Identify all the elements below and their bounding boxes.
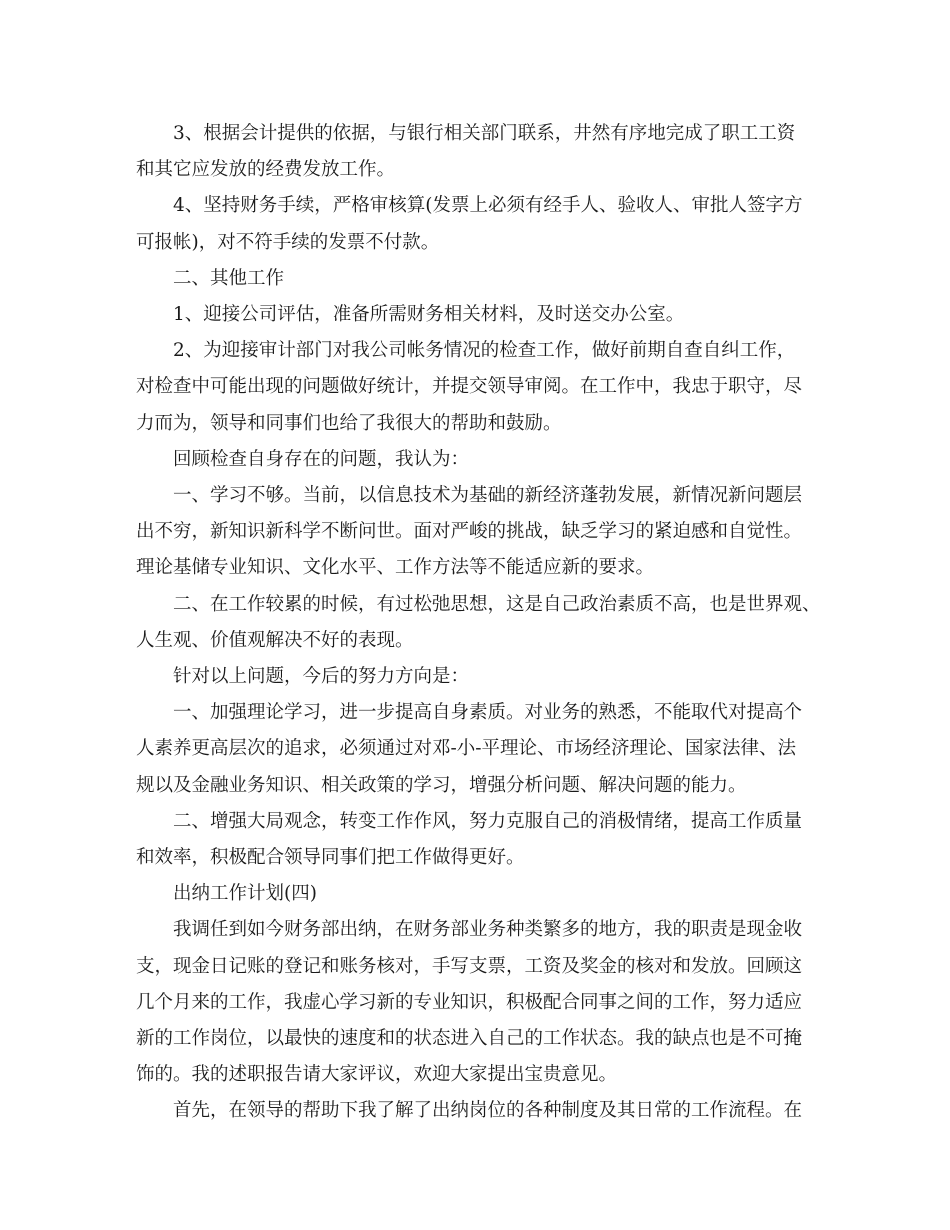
text-line: 2、为迎接审计部门对我公司帐务情况的检查工作，做好前期自查自纠工作， [173, 340, 796, 362]
text-line: 新的工作岗位，以最快的速度和的状态进入自己的工作状态。我的缺点也是不可掩 [136, 1028, 803, 1050]
text-line: 针对以上问题，今后的努力方向是： [173, 666, 470, 688]
text-line: 规以及金融业务知识、相关政策的学习，增强分析问题、解决问题的能力。 [136, 774, 747, 796]
text-line: 力而为，领导和同事们也给了我很大的帮助和鼓励。 [136, 412, 562, 434]
text-line: 出不穷，新知识新科学不断问世。面对严峻的挑战，缺乏学习的紧迫感和自觉性。 [136, 521, 803, 543]
text-line: 可报帐)，对不符手续的发票不付款。 [136, 231, 440, 253]
text-line: 饰的。我的述职报告请大家评议，欢迎大家提出宝贵意见。 [136, 1064, 618, 1086]
text-line: 一、学习不够。当前，以信息技术为基础的新经济蓬勃发展，新情况新问题层 [173, 485, 803, 507]
text-line: 二、增强大局观念，转变工作作风，努力克服自己的消极情绪，提高工作质量 [173, 810, 803, 832]
text-line: 4、坚持财务手续，严格审核算(发票上必须有经手人、验收人、审批人签字方 [173, 195, 803, 217]
document-body [136, 116, 826, 1130]
text-line: 和其它应发放的经费发放工作。 [136, 159, 396, 181]
text-line: 一、加强理论学习，进一步提高自身素质。对业务的熟悉，不能取代对提高个 [173, 702, 803, 724]
text-line: 回顾检查自身存在的问题，我认为： [173, 448, 470, 470]
text-line: 人生观、价值观解决不好的表现。 [136, 629, 414, 651]
text-line: 和效率，积极配合领导同事们把工作做得更好。 [136, 847, 525, 869]
text-line: 理论基储专业知识、文化水平、工作方法等不能适应新的要求。 [136, 557, 655, 579]
text-line: 对检查中可能出现的问题做好统计，并提交领导审阅。在工作中，我忠于职守，尽 [136, 376, 803, 398]
text-line: 3、根据会计提供的依据，与银行相关部门联系，井然有序地完成了职工工资 [173, 123, 796, 144]
text-line: 出纳工作计划(四) [173, 883, 317, 905]
text-line: 支，现金日记账的登记和账务核对，手写支票，工资及奖金的核对和发放。回顾这 [136, 955, 803, 977]
text-line: 二、其他工作 [173, 267, 285, 289]
text-line: 人素养更高层次的追求，必须通过对邓-小-平理论、市场经济理论、国家法律、法 [136, 738, 797, 760]
text-line: 首先，在领导的帮助下我了解了出纳岗位的各种制度及其日常的工作流程。在 [173, 1100, 803, 1122]
text-line: 1、迎接公司评估，准备所需财务相关材料，及时送交办公室。 [173, 304, 685, 326]
text-line: 二、在工作较累的时候，有过松弛思想，这是自己政治素质不高，也是世界观、 [173, 593, 821, 615]
text-line: 几个月来的工作，我虚心学习新的专业知识，积极配合同事之间的工作，努力适应 [136, 991, 803, 1013]
text-line: 我调任到如今财务部出纳，在财务部业务种类繁多的地方，我的职责是现金收 [173, 919, 803, 941]
